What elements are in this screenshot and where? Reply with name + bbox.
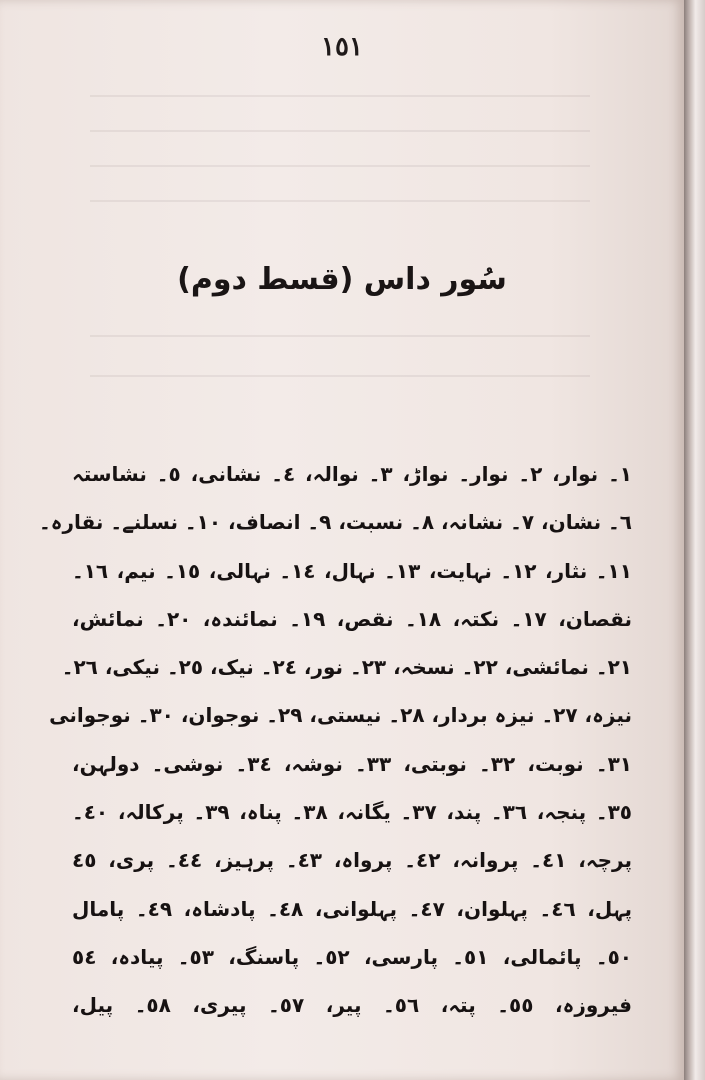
show-through-text [90, 375, 590, 377]
show-through-text [90, 130, 590, 132]
text-line: فیروزہ، ٥٥۔ پتہ، ٥٦۔ پیر، ٥٧۔ پیری، ٥٨۔ پیل، [72, 993, 632, 1018]
page-number: ١٥١ [321, 32, 363, 62]
text-line: ٢١۔ نمائشی، ٢٢۔ نسخہ، ٢٣۔ نور، ٢٤۔ نیک، ٢٥۔ نیکی، ٢٦۔ [61, 655, 632, 680]
text-line: ٣١۔ نوبت، ٣٢۔ نوبتی، ٣٣۔ نوشہ، ٣٤۔ نوشی۔ دولہن، [72, 751, 632, 776]
text-line: نقصان، ١٧۔ نکتہ، ١٨۔ نقص، ١٩۔ نمائندہ، ٢٠۔ نمائش، [72, 606, 632, 631]
chapter-title: سُور داس (قسط دوم) [177, 262, 507, 297]
page-edge [684, 0, 705, 1080]
text-line: پرچہ، ٤١۔ پروانہ، ٤٢۔ پرواہ، ٤٣۔ پرہیز، ٤٤۔ پری، ٤٥ [72, 848, 632, 873]
word-list [39, 450, 633, 1030]
show-through-text [90, 95, 590, 97]
show-through-text [90, 200, 590, 202]
text-line: ١۔ نوار، ٢۔ نوار۔ نواڑ، ٣۔ نوالہ، ٤۔ نشانی، ٥۔ نشاستہ [72, 462, 633, 486]
text-line: ١١۔ نثار، ١٢۔ نہایت، ١٣۔ نہال، ١٤۔ نہالی، ١٥۔ نیم، ١٦۔ [72, 558, 632, 583]
text-line: ٣٥۔ پنجہ، ٣٦۔ پند، ٣٧۔ یگانہ، ٣٨۔ پناہ، ٣٩۔ پرکالہ، ٤٠۔ [72, 800, 633, 825]
show-through-text [90, 165, 590, 167]
text-line: پہل، ٤٦۔ پہلوان، ٤٧۔ پہلوانی، ٤٨۔ پادشاہ، ٤٩۔ پامال [72, 896, 632, 921]
text-line: ٦۔ نشان، ٧۔ نشانہ، ٨۔ نسبت، ٩۔ انصاف، ١٠۔ نسلنے۔ نقارہ۔ [39, 510, 632, 535]
text-line: ٥٠۔ پائمالی، ٥١۔ پارسی، ٥٢۔ پاسنگ، ٥٣۔ پیادہ، ٥٤ [72, 944, 632, 969]
show-through-text [90, 335, 590, 337]
text-line: نیزہ، ٢٧۔ نیزہ بردار، ٢٨۔ نیستی، ٢٩۔ نوجوان، ٣٠۔ نوجوانی [49, 703, 632, 728]
